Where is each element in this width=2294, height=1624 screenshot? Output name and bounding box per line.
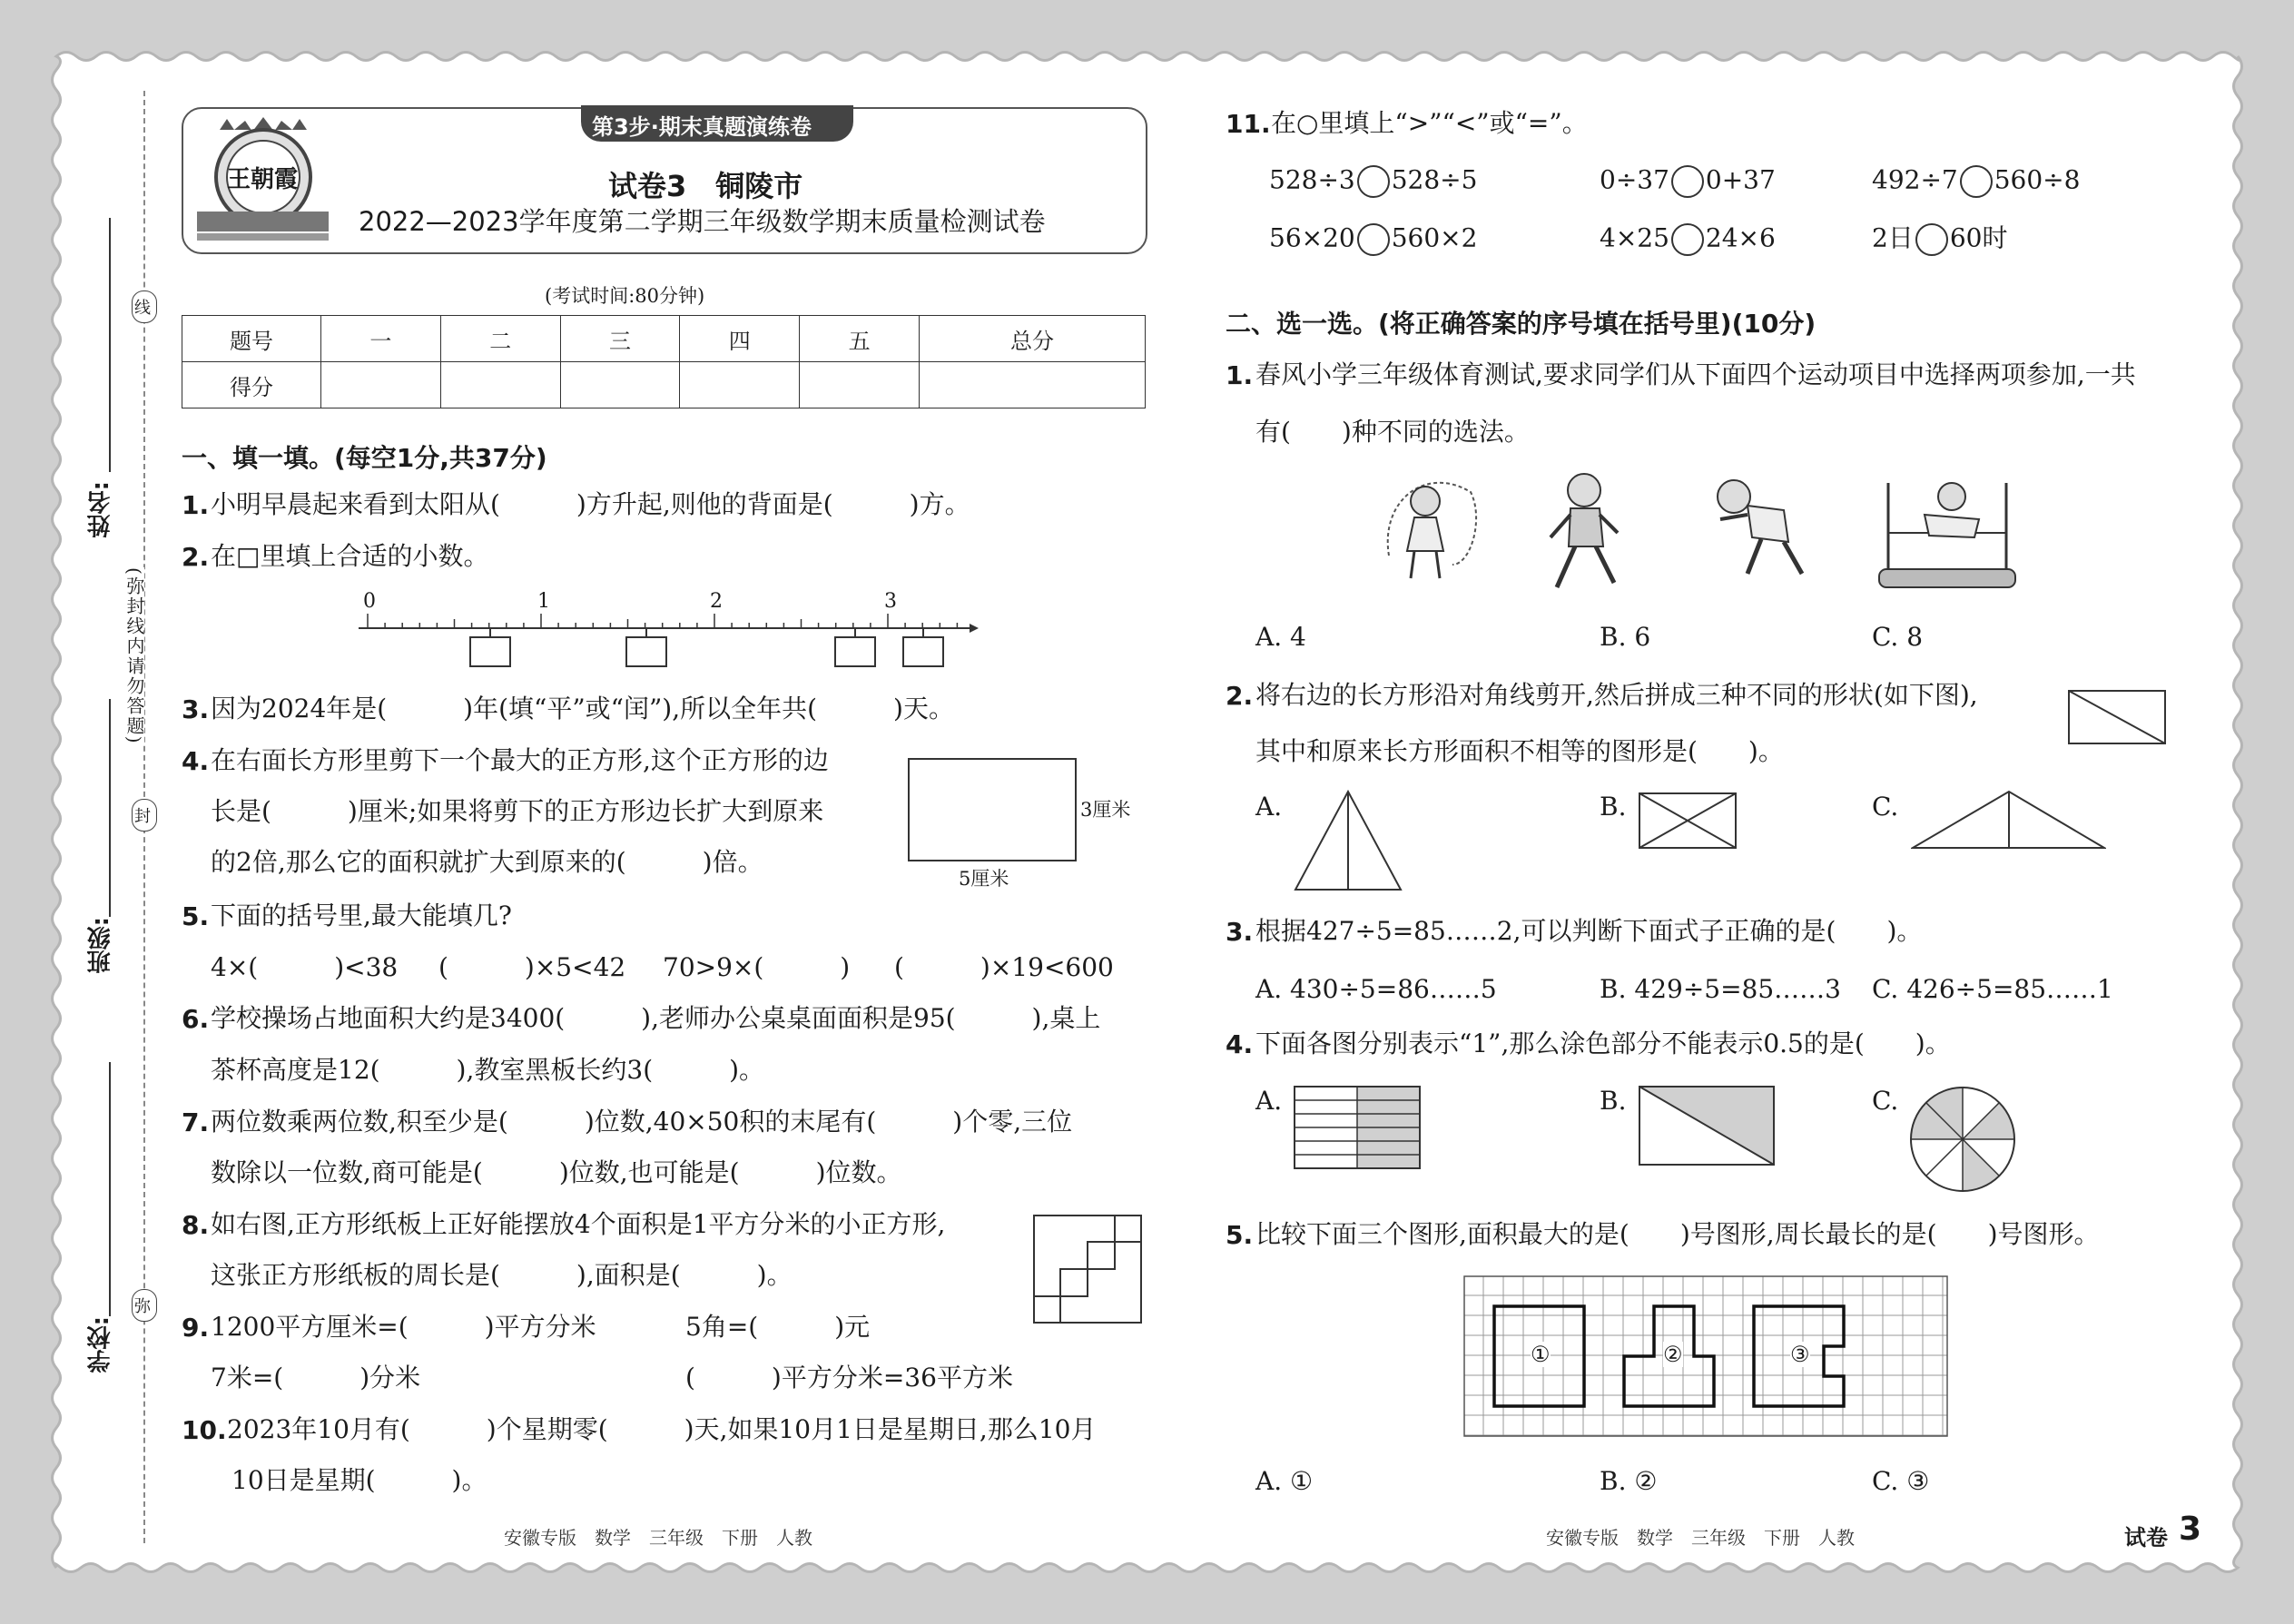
q7-line1: 两位数乘两位数,积至少是( )位数,40×50积的末尾有( )个零,三位 [211,1107,1073,1137]
q1-number: 1. [182,490,210,520]
compare-circle[interactable] [1671,165,1704,198]
option-c[interactable]: C. 426÷5=85……1 [1872,974,2113,1004]
section-heading-1: 一、填一填。(每空1分,共37分) [182,443,547,473]
high-jump-figure [1870,465,2024,601]
score-cell: 五 [800,316,920,362]
q4-rectangle [908,758,1077,861]
p2-q1-line1: 春风小学三年级体育测试,要求同学们从下面四个运动项目中选择两项参加,一共 [1255,359,2136,389]
option-a[interactable]: A. ① [1255,1466,1314,1496]
q1-text: 小明早晨起来看到太阳从( )方升起,则他的背面是( )方。 [211,489,970,519]
figure-label: ① [1531,1342,1551,1367]
compare-left: 2日 [1872,222,1914,253]
class-underline [109,699,111,917]
p2-q4-number: 4. [1226,1029,1254,1059]
score-cell: 总分 [919,316,1145,362]
option-b-bowtie [1639,792,1737,849]
name-underline [109,218,111,472]
option-a[interactable]: A. 430÷5=86……5 [1255,974,1497,1004]
p2-q2-number: 2. [1226,681,1254,711]
score-input[interactable] [440,362,560,408]
score-input[interactable] [919,362,1145,408]
compare-right: 0+37 [1705,164,1776,195]
q10-line1: 2023年10月有( )个星期零( )天,如果10月1日是星期日,那么10月 [227,1414,1097,1444]
option-a[interactable]: A. [1255,1086,1283,1116]
figure-label: ③ [1790,1342,1810,1367]
p2-q3-number: 3. [1226,917,1254,947]
p2-q1-number: 1. [1226,360,1254,390]
score-value-row [182,362,1146,408]
q9-c: 7米=( )分米 [211,1363,421,1393]
q11-text: 在○里填上“>”“<”或“=”。 [1271,108,1588,138]
compare-item [1600,165,1776,198]
number-line-label: 0 [363,590,376,613]
option-c[interactable]: C. ③ [1872,1466,1930,1496]
q5-text: 下面的括号里,最大能填几? [211,901,512,930]
q2-text: 在□里填上合适的小数。 [211,541,489,571]
option-c[interactable]: C. [1872,1086,1899,1116]
score-input[interactable] [680,362,800,408]
q4-line2: 长是( )厘米;如果将剪下的正方形边长扩大到原来 [211,796,824,826]
compare-left: 528÷3 [1269,164,1355,195]
compare-circle[interactable] [1357,165,1390,198]
score-cell: 三 [560,316,680,362]
compare-right: 528÷5 [1391,164,1478,195]
score-cell: 得分 [182,362,321,408]
q5-number: 5. [182,901,210,931]
q5-item: 4×( )<38 [211,952,399,982]
p2-q3-text: 根据427÷5=85……2,可以判断下面式子正确的是( )。 [1255,916,1923,946]
compare-right: 560÷8 [1994,164,2081,195]
compare-left: 4×25 [1600,222,1669,253]
q9-number: 9. [182,1313,210,1343]
compare-right: 24×6 [1705,222,1776,253]
q6-number: 6. [182,1004,210,1034]
score-header-row [182,316,1146,362]
q3-number: 3. [182,694,210,724]
section-heading-2: 二、选一选。(将正确答案的序号填在括号里)(10分) [1226,309,1816,339]
q6-line2: 茶杯高度是12( ),教室黑板长约3( )。 [211,1055,765,1085]
q4-line1: 在右面长方形里剪下一个最大的正方形,这个正方形的边 [211,745,829,775]
compare-left: 492÷7 [1872,164,1958,195]
q7-number: 7. [182,1107,210,1137]
footer-left: 安徽专版 数学 三年级 下册 人教 [504,1527,812,1549]
exam-time: (考试时间:80分钟) [545,285,705,307]
paper-title: 试卷3 铜陵市 [608,169,803,203]
option-b-diagonal-rect [1639,1086,1775,1166]
q10-line2: 10日是星期( )。 [231,1465,487,1495]
q5-item: 70>9×( ) [663,952,851,982]
option-b[interactable]: B. 429÷5=85……3 [1600,974,1841,1004]
compare-circle[interactable] [1357,223,1390,256]
compare-item [1600,223,1776,256]
q9-d: ( )平方分米=36平方米 [685,1363,1013,1393]
q10-number: 10. [182,1415,227,1445]
compare-circle[interactable] [1915,223,1948,256]
score-cell: 一 [321,316,441,362]
q2-number: 2. [182,542,210,572]
q9-b: 5角=( )元 [685,1312,871,1342]
step-tag-text: 第3步·期末真题演练卷 [592,114,812,140]
compare-left: 0÷37 [1600,164,1669,195]
score-cell: 四 [680,316,800,362]
q5-item: ( )×19<600 [894,952,1114,982]
option-b[interactable]: B. [1600,792,1627,822]
number-line-label: 3 [884,590,897,613]
running-figure [1534,465,1634,601]
q4-line3: 的2倍,那么它的面积就扩大到原来的( )倍。 [211,847,763,877]
footer-right: 安徽专版 数学 三年级 下册 人教 [1546,1527,1855,1549]
compare-item [1872,165,2080,198]
long-jump-figure [1698,465,1816,583]
q11-number: 11. [1226,109,1271,139]
name-label: 姓名: [87,481,114,538]
score-input[interactable] [800,362,920,408]
line-mark: 线 [132,290,157,323]
compare-item [1269,223,1477,256]
jump-rope-figure [1371,465,1489,592]
compare-circle[interactable] [1960,165,1993,198]
q4-height-label: 3厘米 [1080,799,1131,821]
q8-number: 8. [182,1210,210,1240]
q6-line1: 学校操场占地面积大约是3400( ),老师办公桌桌面面积是95( ),桌上 [211,1003,1101,1033]
option-a[interactable]: A. [1255,792,1283,822]
p2-q4-text: 下面各图分别表示“1”,那么涂色部分不能表示0.5的是( )。 [1255,1029,1951,1058]
q4-number: 4. [182,746,210,776]
score-cell: 二 [440,316,560,362]
compare-item [1269,165,1477,198]
option-c[interactable]: C. [1872,792,1899,822]
school-label: 学校: [87,1316,114,1373]
number-line-label: 1 [537,590,550,613]
option-a-striped-rect [1294,1086,1421,1169]
q3-text: 因为2024年是( )年(填“平”或“闰”),所以全年共( )天。 [211,694,954,723]
school-underline [109,1062,111,1316]
p2-q5-text: 比较下面三个图形,面积最大的是( )号图形,周长最长的是( )号图形。 [1255,1219,2100,1249]
compare-right: 560×2 [1391,222,1478,253]
brand-logo-text: 王朝霞 [227,166,299,193]
q9-a: 1200平方厘米=( )平方分米 [211,1312,596,1342]
option-b[interactable]: B. ② [1600,1466,1658,1496]
score-input[interactable] [560,362,680,408]
p2-q5-number: 5. [1226,1220,1254,1250]
compare-circle[interactable] [1671,223,1704,256]
q8-square-figure [1033,1215,1142,1324]
paper-subtitle: 2022—2023学年度第二学期三年级数学期末质量检测试卷 [359,206,1046,237]
q8-line1: 如右图,正方形纸板上正好能摆放4个面积是1平方分米的小正方形, [211,1209,946,1239]
option-a-triangle [1294,790,1403,891]
compare-item [1872,223,2007,256]
q4-width-label: 5厘米 [959,868,1009,890]
q7-line2: 数除以一位数,商可能是( )位数,也可能是( )位数。 [211,1157,902,1187]
option-c-pie [1909,1086,2016,1193]
p2-q2-line2: 其中和原来长方形面积不相等的图形是( )。 [1255,736,1784,766]
binding-notice: (弥封线内请勿答题) [123,567,145,745]
mark-mark: 弥 [132,1289,157,1322]
q5-item: ( )×5<42 [438,952,626,982]
page-label: 试卷 [2124,1525,2168,1550]
score-input[interactable] [321,362,441,408]
number-line-label: 2 [710,590,723,613]
option-b[interactable]: B. 6 [1600,622,1651,652]
option-c-wide-triangle [1911,790,2106,850]
seal-mark: 封 [132,799,157,832]
page-number: 3 [2179,1511,2202,1548]
original-rectangle-figure [2068,690,2166,744]
class-label: 班级: [87,917,114,974]
score-table [182,315,1146,408]
option-b[interactable]: B. [1600,1086,1627,1116]
score-cell: 题号 [182,316,321,362]
compare-left: 56×20 [1269,222,1355,253]
brand-logo [192,113,333,245]
p2-q1-line2: 有( )种不同的选法。 [1255,417,1530,447]
q8-line2: 这张正方形纸板的周长是( ),面积是( )。 [211,1260,793,1290]
p2-q2-line1: 将右边的长方形沿对角线剪开,然后拼成三种不同的形状(如下图), [1255,680,1978,710]
compare-right: 60时 [1949,222,2008,253]
option-c[interactable]: C. 8 [1872,622,1924,652]
figure-label: ② [1663,1342,1683,1367]
option-a[interactable]: A. 4 [1255,622,1306,652]
